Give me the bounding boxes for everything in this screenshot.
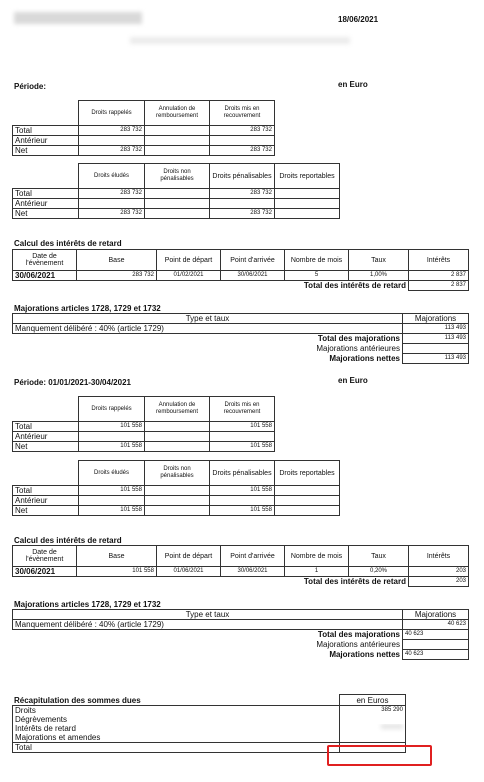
redacted-header-left [14, 12, 142, 24]
recap-row [13, 715, 406, 724]
period-1-penalty-table [12, 163, 340, 219]
table-row [13, 209, 340, 219]
majoration-line-label: Manquement délibéré : 40% (article 1729) [13, 620, 403, 630]
majoration-line-label: Manquement délibéré : 40% (article 1729) [13, 324, 403, 334]
cell-value [145, 136, 210, 146]
cell-value: 283 732 [210, 146, 275, 156]
header-interets: Intérêts [409, 250, 469, 271]
cell-value [145, 442, 210, 452]
period-2-penalty-table [12, 460, 340, 516]
cell-value: 101 558 [210, 506, 275, 516]
table-row [13, 442, 275, 452]
recap-label: Droits [13, 706, 340, 716]
cell-value [145, 506, 210, 516]
cell-value [79, 199, 145, 209]
cell-value: 101 558 [210, 486, 275, 496]
table-row [13, 126, 275, 136]
cell-value: 283 732 [79, 126, 145, 136]
header-droits-recouvrement: Droits mis en recouvrement [210, 397, 275, 422]
header-type-taux: Type et taux [13, 610, 403, 620]
cell-value: 101 558 [79, 506, 145, 516]
cell-value: 2 837 [409, 271, 469, 281]
cell-value: 1 [285, 567, 349, 577]
period-2-interest-table [12, 545, 469, 587]
row-label: Antérieur [13, 496, 79, 506]
cell-value [145, 432, 210, 442]
row-label: Net [13, 506, 79, 516]
highlight-box [327, 745, 432, 766]
recap-label: Dégrèvements [13, 715, 340, 724]
cell-value [145, 209, 210, 219]
cell-value [145, 126, 210, 136]
header-annulation-remboursement: Annulation de remboursement [145, 101, 210, 126]
table-row [13, 324, 469, 334]
period-2-majorations-table [12, 609, 469, 660]
recap-value [340, 715, 406, 724]
total-majorations-value: 113 493 [403, 334, 469, 344]
cell-value [145, 422, 210, 432]
cell-value: 101 558 [79, 422, 145, 432]
header-point-depart: Point de départ [157, 546, 221, 567]
table-row [13, 567, 469, 577]
majorations-anterieures-value [403, 640, 469, 650]
recap-label: Majorations et amendes [13, 733, 340, 743]
header-droits-penalisables: Droits pénalisables [210, 164, 275, 189]
cell-value [275, 209, 340, 219]
cell-value [145, 189, 210, 199]
table-row [13, 189, 340, 199]
period-1-interest-total-label: Total des intérêts de retard [303, 281, 406, 291]
cell-value: 283 732 [79, 209, 145, 219]
row-label: Antérieur [13, 432, 79, 442]
header-droits-eludes: Droits éludés [79, 164, 145, 189]
total-majorations-value: 40 623 [403, 630, 469, 640]
recap-title: Récapitulation des sommes dues [14, 696, 141, 705]
header-taux: Taux [349, 250, 409, 271]
cell-value: 283 732 [79, 189, 145, 199]
header-annulation-remboursement: Annulation de remboursement [145, 397, 210, 422]
period-2-interest-title: Calcul des intérêts de retard [14, 536, 122, 545]
cell-value: 1,00% [349, 271, 409, 281]
period-1-interest-title: Calcul des intérêts de retard [14, 239, 122, 248]
cell-value [275, 199, 340, 209]
cell-value: 283 732 [210, 189, 275, 199]
majorations-nettes-label: Majorations nettes [329, 650, 400, 659]
row-label: Net [13, 146, 79, 156]
table-row [13, 271, 469, 281]
cell-value [145, 199, 210, 209]
table-row [13, 136, 275, 146]
row-label: Antérieur [13, 199, 79, 209]
row-label: Net [13, 442, 79, 452]
cell-value: 01/06/2021 [157, 567, 221, 577]
total-majorations-label: Total des majorations [317, 630, 400, 640]
cell-value: 101 558 [210, 442, 275, 452]
redacted-document-title [130, 37, 350, 44]
header-date-evenement: Date de l'évènement [13, 250, 77, 271]
header-majorations: Majorations [403, 610, 469, 620]
recap-row [13, 724, 406, 733]
majorations-nettes-value: 40 623 [403, 650, 469, 660]
period-2-label: Période: 01/01/2021-30/04/2021 [14, 378, 131, 387]
cell-value: 283 732 [77, 271, 157, 281]
header-droits-reportables: Droits reportables [275, 461, 340, 486]
cell-value [145, 146, 210, 156]
header-point-depart: Point de départ [157, 250, 221, 271]
cell-value [210, 136, 275, 146]
header-nombre-mois: Nombre de mois [285, 250, 349, 271]
cell-value: 5 [285, 271, 349, 281]
row-label: Total [13, 189, 79, 199]
recap-row [13, 706, 406, 716]
header-type-taux: Type et taux [13, 314, 403, 324]
cell-value [210, 496, 275, 506]
majoration-line-value: 113 493 [403, 324, 469, 334]
majorations-anterieures-value [403, 344, 469, 354]
cell-value [275, 496, 340, 506]
cell-value: 101 558 [77, 567, 157, 577]
cell-value: 283 732 [79, 146, 145, 156]
table-row [13, 432, 275, 442]
cell-value: 01/02/2021 [157, 271, 221, 281]
row-label: Total [13, 126, 79, 136]
cell-value [145, 496, 210, 506]
majorations-nettes-label: Majorations nettes [329, 354, 400, 363]
recap-currency-header: en Euros [340, 695, 406, 706]
cell-value: 0,20% [349, 567, 409, 577]
cell-value: 283 732 [210, 209, 275, 219]
recap-label: Intérêts de retard [13, 724, 340, 733]
majorations-anterieures-label: Majorations antérieures [316, 640, 400, 649]
cell-value [210, 199, 275, 209]
document-date: 18/06/2021 [338, 15, 379, 24]
header-base: Base [77, 250, 157, 271]
period-2-majorations-title: Majorations articles 1728, 1729 et 1732 [14, 600, 161, 609]
header-droits-non-penalisables: Droits non pénalisables [145, 164, 210, 189]
header-majorations: Majorations [403, 314, 469, 324]
row-label: Antérieur [13, 136, 79, 146]
recap-label: Total [13, 743, 340, 753]
table-row [13, 486, 340, 496]
row-label: Net [13, 209, 79, 219]
cell-value: 101 558 [210, 422, 275, 432]
recap-value [340, 733, 406, 743]
period-1-majorations-table [12, 313, 469, 364]
table-row [13, 506, 340, 516]
header-droits-penalisables: Droits pénalisables [210, 461, 275, 486]
header-taux: Taux [349, 546, 409, 567]
period-2-interest-total-value: 203 [409, 577, 469, 587]
header-date-evenement: Date de l'évènement [13, 546, 77, 567]
table-row [13, 199, 340, 209]
cell-value: 30/06/2021 [13, 567, 77, 577]
cell-value: 30/06/2021 [13, 271, 77, 281]
recap-row [13, 733, 406, 743]
cell-value: 101 558 [79, 442, 145, 452]
cell-value [79, 496, 145, 506]
cell-value [79, 136, 145, 146]
header-droits-eludes: Droits éludés [79, 461, 145, 486]
cell-value: 203 [409, 567, 469, 577]
row-label: Total [13, 486, 79, 496]
total-majorations-label: Total des majorations [317, 334, 400, 344]
cell-value [275, 189, 340, 199]
cell-value: 30/06/2021 [221, 567, 285, 577]
row-label: Total [13, 422, 79, 432]
recap-value: 385 290 [340, 706, 406, 716]
period-2-interest-total-label: Total des intérêts de retard [303, 577, 406, 587]
header-droits-reportables: Droits reportables [275, 164, 340, 189]
cell-value [145, 486, 210, 496]
period-1-currency: en Euro [338, 80, 368, 89]
table-row [13, 496, 340, 506]
header-droits-rappeles: Droits rappelés [79, 101, 145, 126]
cell-value: 30/06/2021 [221, 271, 285, 281]
table-row [13, 620, 469, 630]
period-2-rights-table [12, 396, 275, 452]
cell-value: 283 732 [210, 126, 275, 136]
majoration-line-value: 40 623 [403, 620, 469, 630]
period-1-label: Période: [14, 82, 47, 91]
period-1-rights-table [12, 100, 275, 156]
header-interets: Intérêts [409, 546, 469, 567]
header-nombre-mois: Nombre de mois [285, 546, 349, 567]
period-1-majorations-title: Majorations articles 1728, 1729 et 1732 [14, 304, 161, 313]
header-droits-non-penalisables: Droits non pénalisables [145, 461, 210, 486]
table-row [13, 422, 275, 432]
cell-value [275, 486, 340, 496]
recap-value-redacted [340, 724, 406, 733]
cell-value: 101 558 [79, 486, 145, 496]
cell-value [79, 432, 145, 442]
period-2-currency: en Euro [338, 376, 368, 385]
majorations-nettes-value: 113 493 [403, 354, 469, 364]
cell-value [275, 506, 340, 516]
header-base: Base [77, 546, 157, 567]
majorations-anterieures-label: Majorations antérieures [316, 344, 400, 353]
header-droits-rappeles: Droits rappelés [79, 397, 145, 422]
header-droits-recouvrement: Droits mis en recouvrement [210, 101, 275, 126]
period-1-interest-table [12, 249, 469, 291]
period-1-interest-total-value: 2 837 [409, 281, 469, 291]
cell-value [210, 432, 275, 442]
table-row [13, 146, 275, 156]
header-point-arrivee: Point d'arrivée [221, 250, 285, 271]
header-point-arrivee: Point d'arrivée [221, 546, 285, 567]
